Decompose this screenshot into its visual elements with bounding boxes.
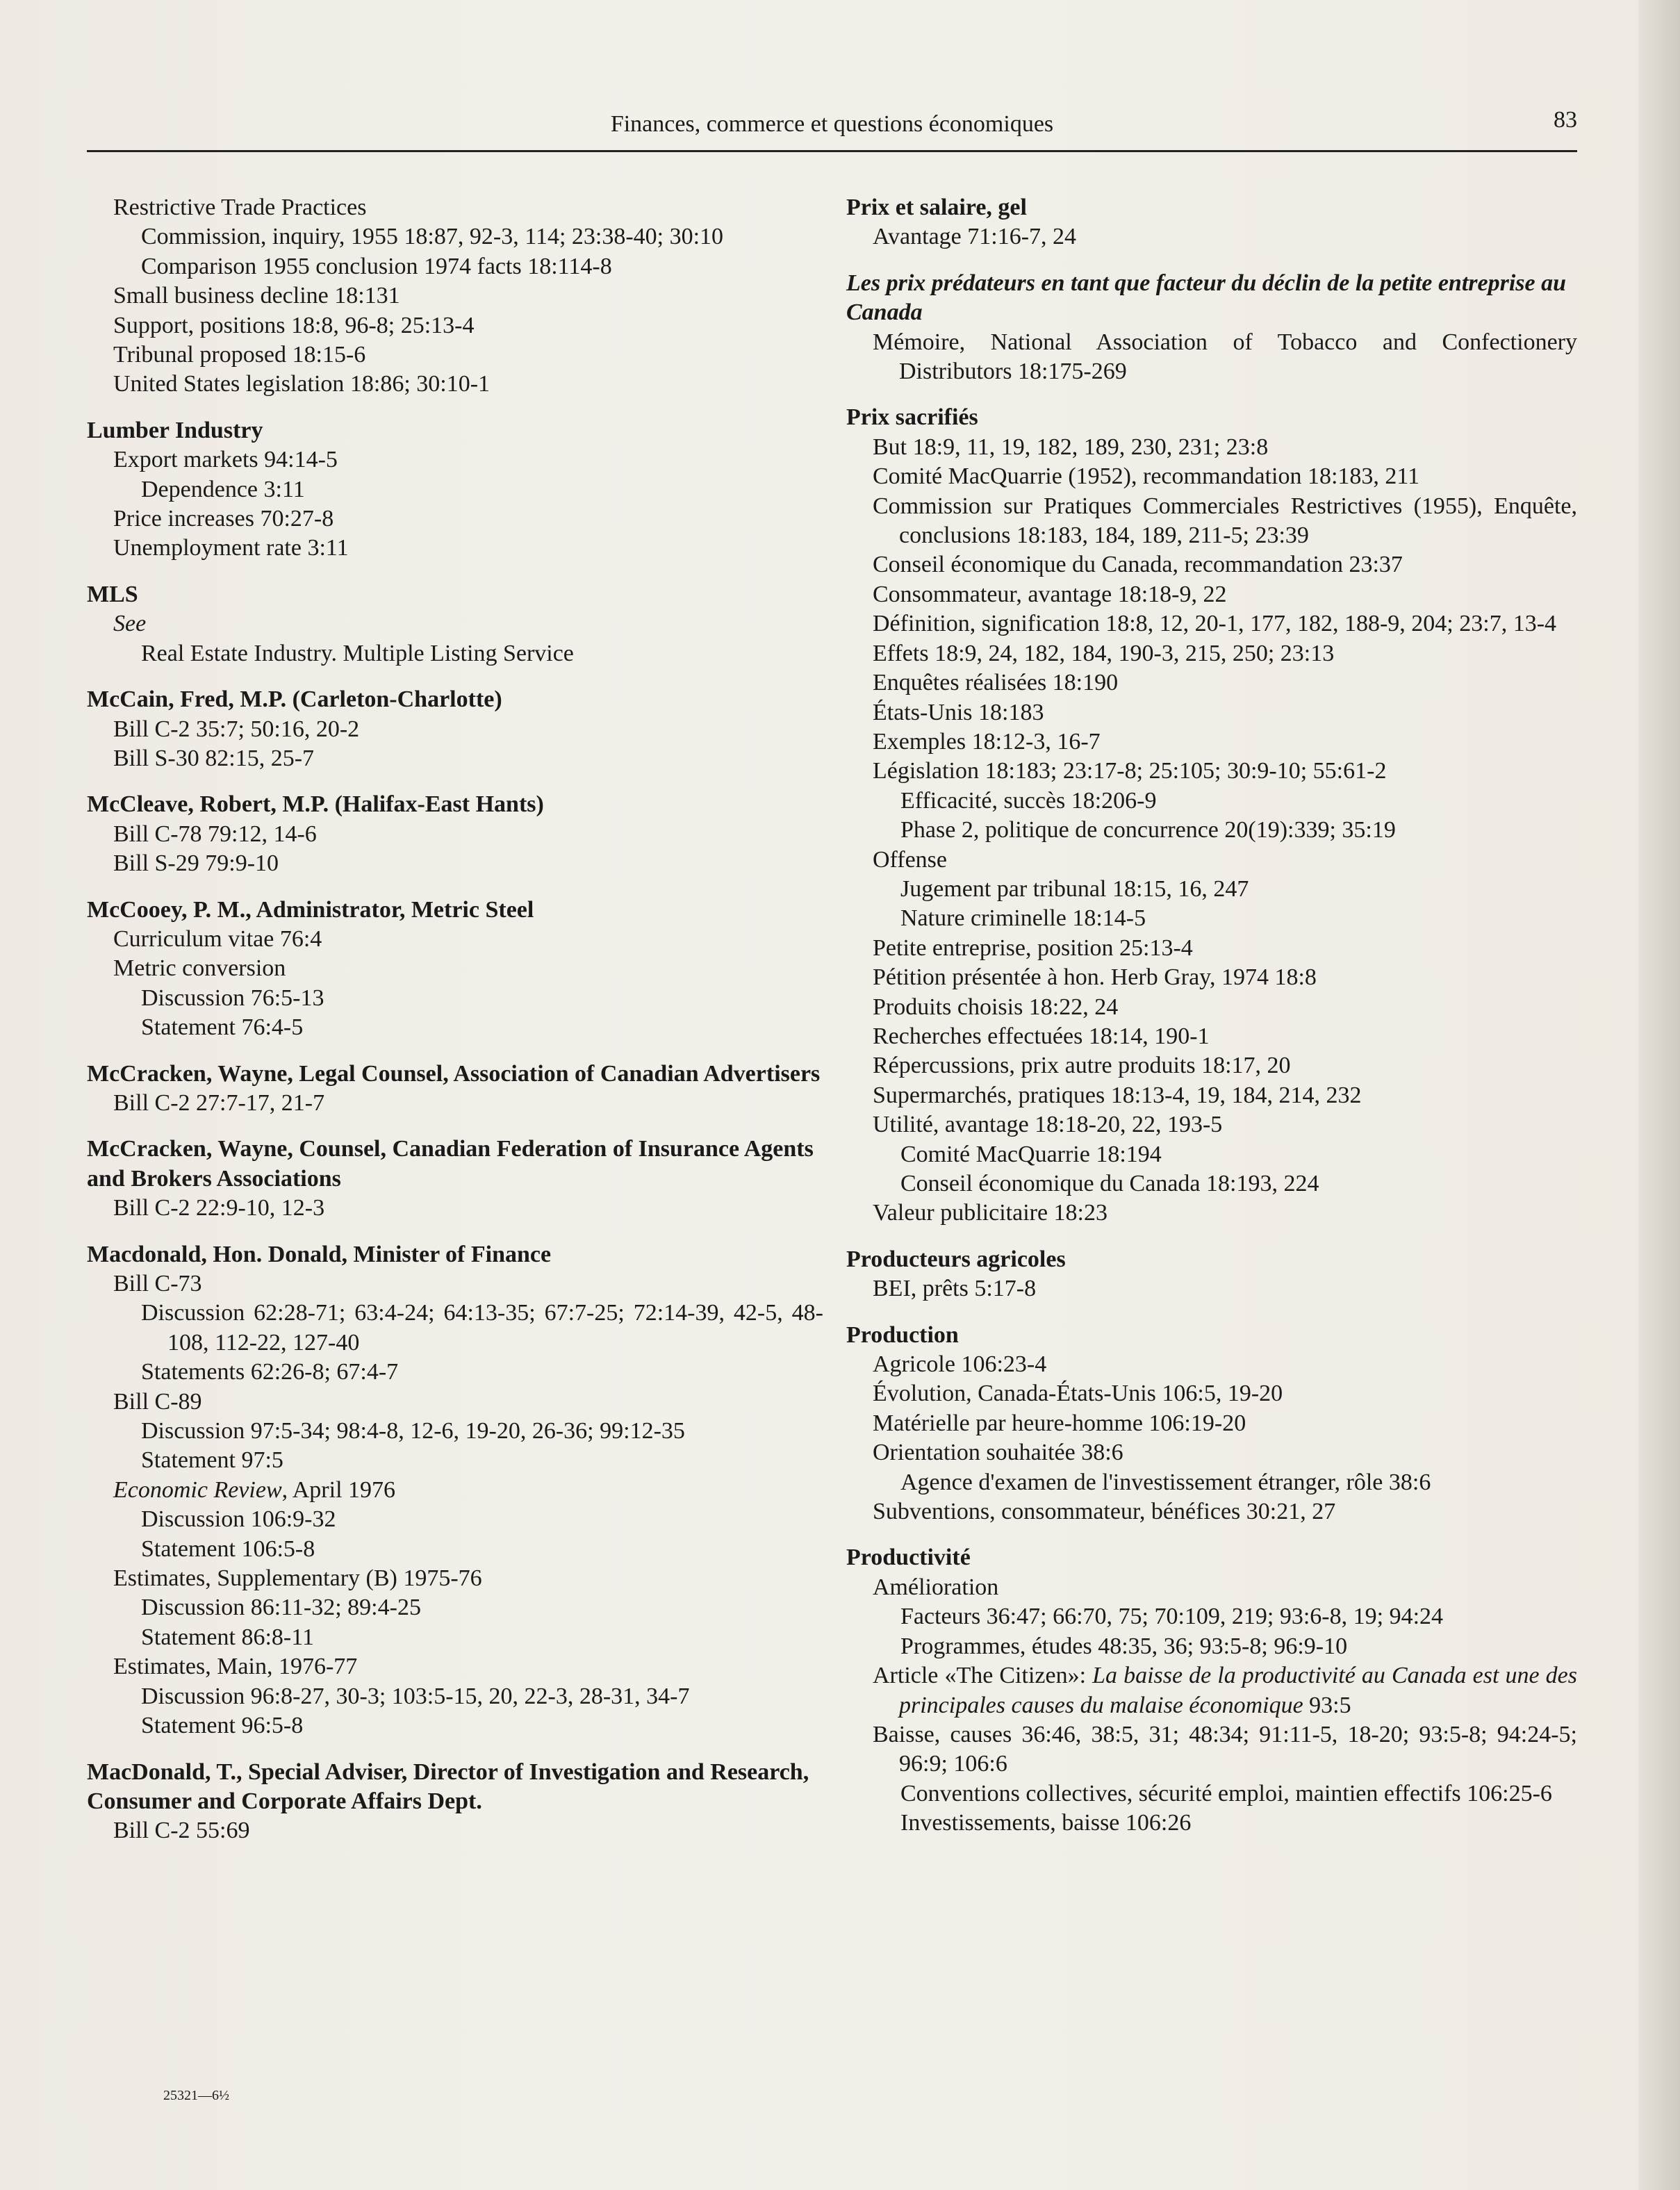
index-subentry: Produits choisis 18:22, 24 (873, 994, 1119, 1020)
index-subentry: Commission, inquiry, 1955 18:87, 92-3, 114; 23:38-40; 30:10 (141, 224, 724, 250)
index-subentry: Statement 106:5-8 (141, 1536, 315, 1562)
index-subentry: Offense (873, 846, 947, 873)
page-number: 83 (1554, 107, 1577, 133)
index-subentry: Bill S-30 82:15, 25-7 (113, 745, 315, 771)
subentry-text: Article «The Citizen»: (873, 1663, 1093, 1689)
index-subentry: Discussion 106:9-32 (141, 1506, 336, 1533)
index-subentry: Baisse, causes 36:46, 38:5, 31; 48:34; 91:11-5, 18-20; 93:5-8; 94:24-5; 96:9; 106:6 (873, 1721, 1577, 1777)
index-subentry: Comité MacQuarrie 18:194 (900, 1141, 1162, 1167)
index-subentry: Phase 2, politique de concurrence 20(19):339; 35:19 (900, 817, 1396, 843)
index-subentry: Commission sur Pratiques Commerciales Restrictives (1955), Enquête, conclusions 18:183, 184, 189, 211-5; 23:39 (873, 493, 1577, 549)
entry-heading: Producteurs agricoles (846, 1246, 1066, 1272)
index-subentry: Small business decline 18:131 (113, 283, 400, 309)
index-subentry: Estimates, Main, 1976-77 (113, 1654, 358, 1680)
index-subentry: Discussion 62:28-71; 63:4-24; 64:13-35; 67:7-25; 72:14-39, 42-5, 48-108, 112-22, 127-40 (141, 1300, 823, 1356)
index-entry (846, 1543, 1577, 1838)
subentry-text: , April 1976 (281, 1476, 396, 1503)
index-subentry: Effets 18:9, 24, 182, 184, 190-3, 215, 250; 23:13 (873, 640, 1335, 666)
index-subentry: Bill C-89 (113, 1388, 202, 1415)
index-entry (87, 790, 823, 878)
index-subentry: Bill C-78 79:12, 14-6 (113, 821, 317, 847)
index-subentry: Bill C-2 22:9-10, 12-3 (113, 1195, 325, 1221)
entry-heading: Macdonald, Hon. Donald, Minister of Finance (87, 1241, 552, 1267)
index-subentry: Statement 96:5-8 (141, 1713, 304, 1739)
print-code: 25321—6½ (163, 2088, 229, 2103)
index-subentry: Consommateur, avantage 18:18-9, 22 (873, 581, 1227, 607)
subentry-italic-title: La baisse de la productivité au Canada est une des principales causes du malaise économique (899, 1663, 1577, 1718)
index-subentry: Bill C-2 35:7; 50:16, 20-2 (113, 716, 360, 742)
index-subentry: Statement 86:8-11 (141, 1624, 314, 1650)
index-subentry: Comité MacQuarrie (1952), recommandation 18:183, 211 (873, 463, 1420, 490)
index-subentry: Définition, signification 18:8, 12, 20-1, 177, 182, 188-9, 204; 23:7, 13-4 (873, 611, 1557, 637)
index-entry (846, 193, 1577, 252)
index-subentry: Évolution, Canada-États-Unis 106:5, 19-20 (873, 1381, 1283, 1407)
index-subentry: Tribunal proposed 18:15-6 (113, 342, 366, 368)
index-column-right (846, 193, 1577, 1855)
index-subentry: Enquêtes réalisées 18:190 (873, 670, 1119, 696)
index-entry (87, 580, 823, 668)
index-subentry: Répercussions, prix autre produits 18:17, 20 (873, 1053, 1291, 1079)
index-subentry: But 18:9, 11, 19, 182, 189, 230, 231; 23:8 (873, 434, 1269, 460)
page-title: Finances, commerce et questions économiques (610, 111, 1054, 137)
book-spine-shadow (1638, 0, 1680, 2190)
entry-heading: Lumber Industry (87, 417, 263, 443)
index-entry (87, 685, 823, 773)
index-subentry: Statements 62:26-8; 67:4-7 (141, 1359, 399, 1385)
index-subentry: Statement 76:4-5 (141, 1014, 304, 1041)
index-entry (846, 1245, 1577, 1304)
running-header (87, 107, 1577, 152)
subentry-italic-title: Economic Review (113, 1476, 282, 1503)
index-subentry: United States legislation 18:86; 30:10-1 (113, 371, 491, 397)
index-subentry: Supermarchés, pratiques 18:13-4, 19, 184, 214, 232 (873, 1082, 1362, 1108)
index-subentry: Discussion 97:5-34; 98:4-8, 12-6, 19-20, 26-36; 99:12-35 (141, 1418, 685, 1444)
index-subentry: Estimates, Supplementary (B) 1975-76 (113, 1565, 482, 1592)
index-subentry: Investissements, baisse 106:26 (900, 1810, 1192, 1836)
index-subentry: Agence d'examen de l'investissement étranger, rôle 38:6 (900, 1469, 1431, 1495)
entry-heading: Production (846, 1322, 959, 1348)
index-subentry: Discussion 86:11-32; 89:4-25 (141, 1595, 421, 1621)
index-subentry: Conventions collectives, sécurité emploi, maintien effectifs 106:25-6 (900, 1780, 1552, 1806)
index-subentry: Bill C-2 55:69 (113, 1818, 250, 1844)
index-subentry: Real Estate Industry. Multiple Listing Service (141, 640, 574, 666)
index-subentry: Support, positions 18:8, 96-8; 25:13-4 (113, 312, 475, 338)
index-subentry: Curriculum vitae 76:4 (113, 925, 322, 952)
index-subentry: Exemples 18:12-3, 16-7 (873, 728, 1101, 755)
entry-heading: McCain, Fred, M.P. (Carleton-Charlotte) (87, 686, 502, 713)
index-entry (846, 1321, 1577, 1527)
index-subentry: Législation 18:183; 23:17-8; 25:105; 30:9-10; 55:61-2 (873, 758, 1387, 784)
index-subentry: Dependence 3:11 (141, 476, 305, 502)
index-subentry: Matérielle par heure-homme 106:19-20 (873, 1410, 1246, 1436)
index-subentry: Orientation souhaitée 38:6 (873, 1440, 1123, 1466)
index-subentry: Pétition présentée à hon. Herb Gray, 1974 18:8 (873, 964, 1317, 991)
index-entry (846, 269, 1577, 387)
index-subentry: Unemployment rate 3:11 (113, 535, 349, 561)
entry-heading: MacDonald, T., Special Adviser, Director of Investigation and Research, Consumer and Corporate Affairs Dept. (87, 1759, 809, 1814)
index-entry (846, 403, 1577, 1228)
index-subentry: Facteurs 36:47; 66:70, 75; 70:109, 219; 93:6-8, 19; 94:24 (900, 1604, 1444, 1630)
index-subentry: Restrictive Trade Practices (113, 195, 367, 220)
index-entry (87, 1135, 823, 1223)
entry-heading: McCooey, P. M., Administrator, Metric Steel (87, 896, 534, 923)
index-entry (87, 1240, 823, 1741)
index-subentry: Utilité, avantage 18:18-20, 22, 193-5 (873, 1112, 1223, 1138)
index-subentry: Metric conversion (113, 955, 286, 982)
index-subentry: Bill S-29 79:9-10 (113, 850, 279, 877)
index-entry (87, 1060, 823, 1119)
entry-heading: McCracken, Wayne, Legal Counsel, Association of Canadian Advertisers (87, 1060, 821, 1087)
index-subentry: Subventions, consommateur, bénéfices 30:21, 27 (873, 1499, 1336, 1525)
index-subentry: Price increases 70:27-8 (113, 506, 334, 532)
index-subentry: Avantage 71:16-7, 24 (873, 224, 1077, 250)
index-subentry (87, 1476, 823, 1505)
index-subentry: Petite entreprise, position 25:13-4 (873, 935, 1193, 961)
entry-heading: Productivité (846, 1545, 971, 1571)
index-subentry: BEI, prêts 5:17-8 (873, 1276, 1037, 1302)
entry-heading: MLS (87, 581, 138, 607)
index-subentry: Agricole 106:23-4 (873, 1351, 1047, 1378)
entry-heading: McCleave, Robert, M.P. (Halifax-East Hants) (87, 791, 544, 818)
index-subentry: Discussion 96:8-27, 30-3; 103:5-15, 20, 22-3, 28-31, 34-7 (141, 1683, 690, 1709)
index-subentry: Nature criminelle 18:14-5 (900, 905, 1146, 932)
index-subentry: Statement 97:5 (141, 1447, 283, 1474)
index-subentry: États-Unis 18:183 (873, 699, 1044, 725)
entry-heading: Prix et salaire, gel (846, 195, 1027, 220)
index-subentry: Jugement par tribunal 18:15, 16, 247 (900, 875, 1249, 902)
index-subentry: Mémoire, National Association of Tobacco and Confectionery Distributors 18:175-269 (873, 329, 1577, 385)
index-subentry (846, 1661, 1577, 1720)
index-entry (87, 193, 823, 400)
index-entry (87, 896, 823, 1043)
index-entry (87, 416, 823, 563)
index-subentry: Discussion 76:5-13 (141, 985, 324, 1011)
index-subentry: Comparison 1955 conclusion 1974 facts 18:114-8 (141, 253, 612, 279)
index-subentry: Amélioration (873, 1574, 999, 1600)
index-subentry: Export markets 94:14-5 (113, 447, 338, 473)
index-subentry: Bill C-2 27:7-17, 21-7 (113, 1089, 325, 1116)
see-reference: See (113, 611, 147, 637)
entry-heading: Les prix prédateurs en tant que facteur du déclin de la petite entreprise au Canada (846, 270, 1567, 326)
index-subentry: Programmes, études 48:35, 36; 93:5-8; 96:9-10 (900, 1633, 1348, 1659)
subentry-reference: 93:5 (1303, 1692, 1351, 1718)
entry-heading: McCracken, Wayne, Counsel, Canadian Federation of Insurance Agents and Brokers Associations (87, 1136, 814, 1192)
index-subentry: Conseil économique du Canada 18:193, 224 (900, 1171, 1319, 1196)
index-subentry: Efficacité, succès 18:206-9 (900, 787, 1157, 814)
index-subentry: Conseil économique du Canada, recommandation 23:37 (873, 552, 1403, 578)
entry-heading: Prix sacrifiés (846, 404, 978, 431)
index-subentry: Valeur publicitaire 18:23 (873, 1200, 1108, 1226)
index-entry (87, 1758, 823, 1846)
index-subentry: Recherches effectuées 18:14, 190-1 (873, 1023, 1210, 1049)
index-subentry: Bill C-73 (113, 1271, 202, 1296)
index-column-left (87, 193, 823, 1863)
